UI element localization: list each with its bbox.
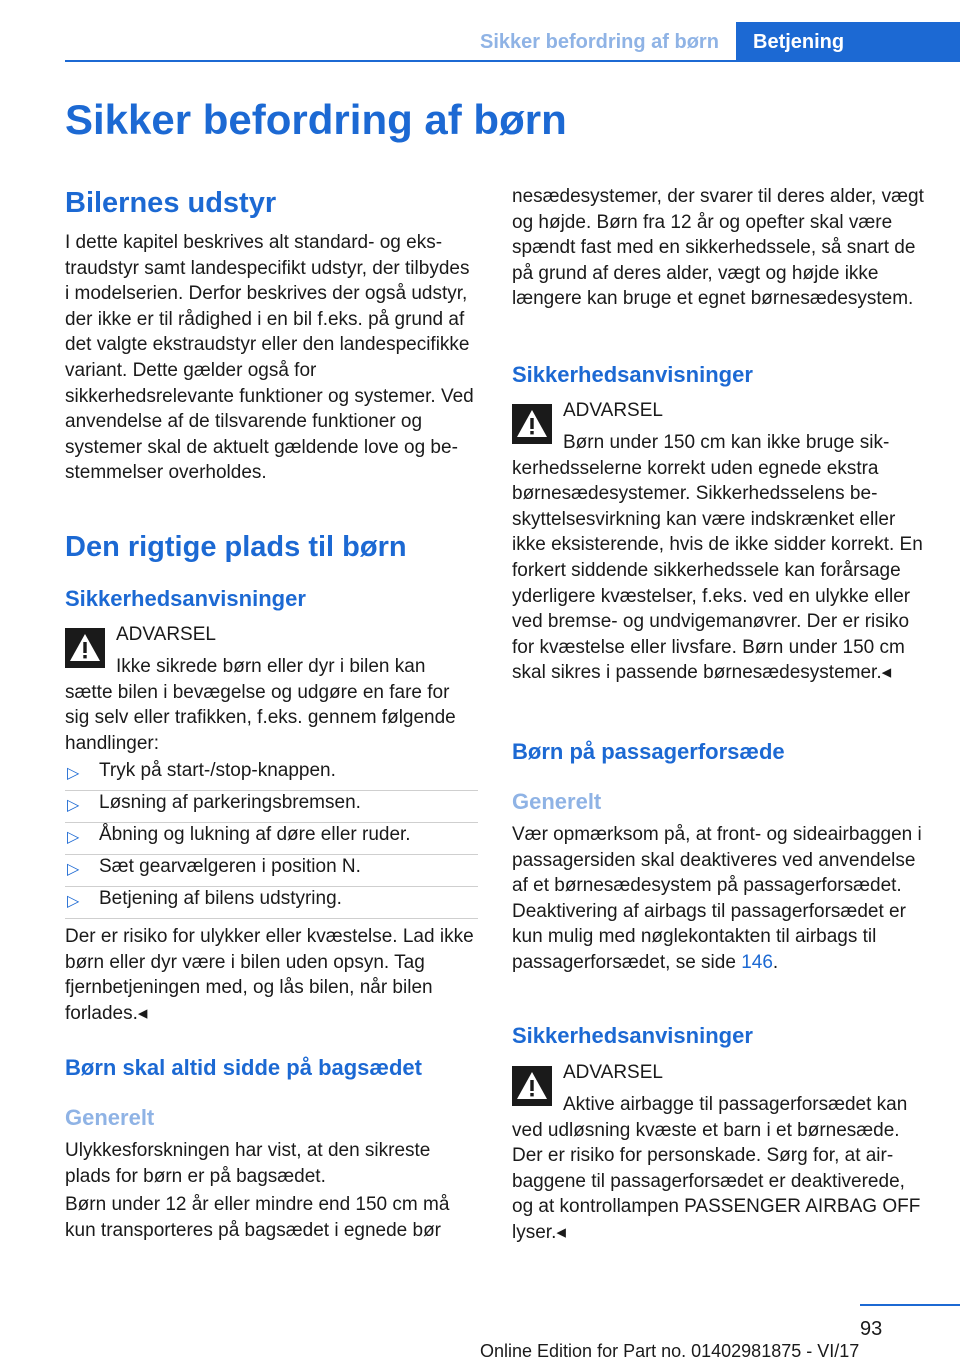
triangle-right-bullet-icon: ▷ <box>67 893 80 910</box>
page-header <box>0 0 960 62</box>
heading-rigtige-plads: Den rigtige plads til børn <box>65 531 407 563</box>
heading-sikkerhedsanvisninger-1: Sikkerhedsanvisninger <box>512 362 753 387</box>
warning-heading: ADVARSEL <box>116 624 216 645</box>
heading-passagerforsaede: Børn på passagerforsæde <box>512 739 785 764</box>
page-title: Sikker befordring af børn <box>65 96 567 143</box>
heading-sikkerhedsanvisninger: Sikkerhedsanvisninger <box>65 586 306 611</box>
warning-heading: ADVARSEL <box>563 400 663 421</box>
paragraph-ulykke: Ulykkesforskningen har vist, at den sikreste plads for børn er på bagsædet. <box>65 1140 431 1187</box>
triangle-right-bullet-icon: ▷ <box>67 797 80 814</box>
warning-text: Aktive airbagge til passagerforsædet kan ved udløsning kvæste et barn i et børnesæde. Der er risiko for personskade. Sørg for, at airbaggene til passagerforsædet er deaktiverede, og at kontrollampen PASSENGER AIRBAG OFF lyser.◂ <box>512 1094 921 1243</box>
heading-sikkerhedsanvisninger-2: Sikkerhedsanvisninger <box>512 1023 753 1048</box>
list-item <box>65 854 478 887</box>
warning-text: Ikke sikrede børn eller dyr i bilen kan sætte bilen i bevægelse og udgøre en fare for sig selv eller trafikken, f.eks. gennem følgende handlinger: <box>65 656 456 754</box>
paragraph-under-12: Børn under 12 år eller mindre end 150 cm må kun transporteres på bagsædet i egnede bør <box>65 1194 450 1241</box>
warning-heading: ADVARSEL <box>563 1062 663 1083</box>
triangle-right-bullet-icon: ▷ <box>67 765 80 782</box>
heading-bilernes-udstyr: Bilernes udstyr <box>65 187 277 219</box>
triangle-right-bullet-icon: ▷ <box>67 861 80 878</box>
list-item <box>65 822 478 855</box>
list-item-text: Tryk på start-/stop-knappen. <box>99 760 336 781</box>
heading-generelt-right: Generelt <box>512 789 602 814</box>
heading-generelt: Generelt <box>65 1105 155 1130</box>
warning-text: Børn under 150 cm kan ikke bruge sikkerhedsselerne korrekt uden egnede ekstra børnesædesystemer. Sikkerhedsselens beskyttelsesvirkning kan være indskrænket eller ikke eksisterende, hvis de ikke sidder korrekt. En forkert siddende sikkerhedssele kan forårsage yderligere kvæstelser, f.eks. ved en ulykke eller ved bremse- og undvigemanøvrer. Der er risiko for kvæstelse eller livsfare. Børn under 150 cm skal sikres i passende børnesædesystemer.◂ <box>512 432 923 684</box>
heading-bagsaede: Børn skal altid sidde på bagsædet <box>65 1055 422 1080</box>
header-rule <box>65 60 960 62</box>
list-item-text: Betjening af bilens udstyring. <box>99 888 342 909</box>
page-number: 93 <box>860 1318 883 1340</box>
chapter-tab[interactable] <box>736 22 960 62</box>
list-item <box>65 790 478 823</box>
list-item-text: Løsning af parkeringsbremsen. <box>99 792 361 813</box>
list-item <box>65 886 478 919</box>
triangle-right-bullet-icon: ▷ <box>67 829 80 846</box>
list-item-text: Åbning og lukning af døre eller ruder. <box>99 824 411 845</box>
paragraph-risiko: Der er risiko for ulykker eller kvæstelse. Lad ikke børn eller dyr være i bilen uden opsyn. Tag fjernbetjeningen med, og lås bilen, når bilen forlades.◂ <box>65 926 474 1024</box>
paragraph-airbag-end: . <box>772 951 779 973</box>
footer-rule <box>860 1304 960 1306</box>
list-item <box>65 758 478 791</box>
page-link-146[interactable]: 146 <box>741 951 773 973</box>
paragraph-airbag-text: Vær opmærksom på, at front- og sideairbaggen i passagersiden skal deaktiveres ved anvendelse af et børnesædesystem på passagerforsædet. Deaktivering af airbags til passagerforsædet er kun mulig med nøglekontakten til airbags til passagerforsædet, se side <box>512 824 922 973</box>
list-item-text: Sæt gearvælgeren i position N. <box>99 856 361 877</box>
paragraph-airbag <box>512 822 925 976</box>
paragraph-bilernes-udstyr: I dette kapitel beskrives alt standard- og ekstraudstyr samt landespecifikt udstyr, der tilbydes i modelserien. Derfor beskrives der også udstyr, der ikke er til rådighed i en bil f.eks. på grund af det valgte ekstraudstyr eller den landespecifikke variant. Dette gælder også for sikkerhedsrelevante funktioner og systemer. Ved anvendelse af de tilsvarende funktioner og systemer skal de aktuelt gældende love og bestemmelser overholdes. <box>65 232 474 484</box>
chapter-tab-label: Betjening <box>753 31 845 53</box>
paragraph-continued: nesædesystemer, der svarer til deres alder, vægt og højde. Børn fra 12 år og opefter skal være spændt fast med en sikkerhedssele, så snart de på grund af deres alder, vægt og højde ikke længere kan bruge et egnet børnesædesystem. <box>512 186 924 310</box>
section-breadcrumb[interactable]: Sikker befordring af børn <box>480 31 719 53</box>
edition-footer: Online Edition for Part no. 01402981875 - VI/17 <box>480 1341 860 1361</box>
